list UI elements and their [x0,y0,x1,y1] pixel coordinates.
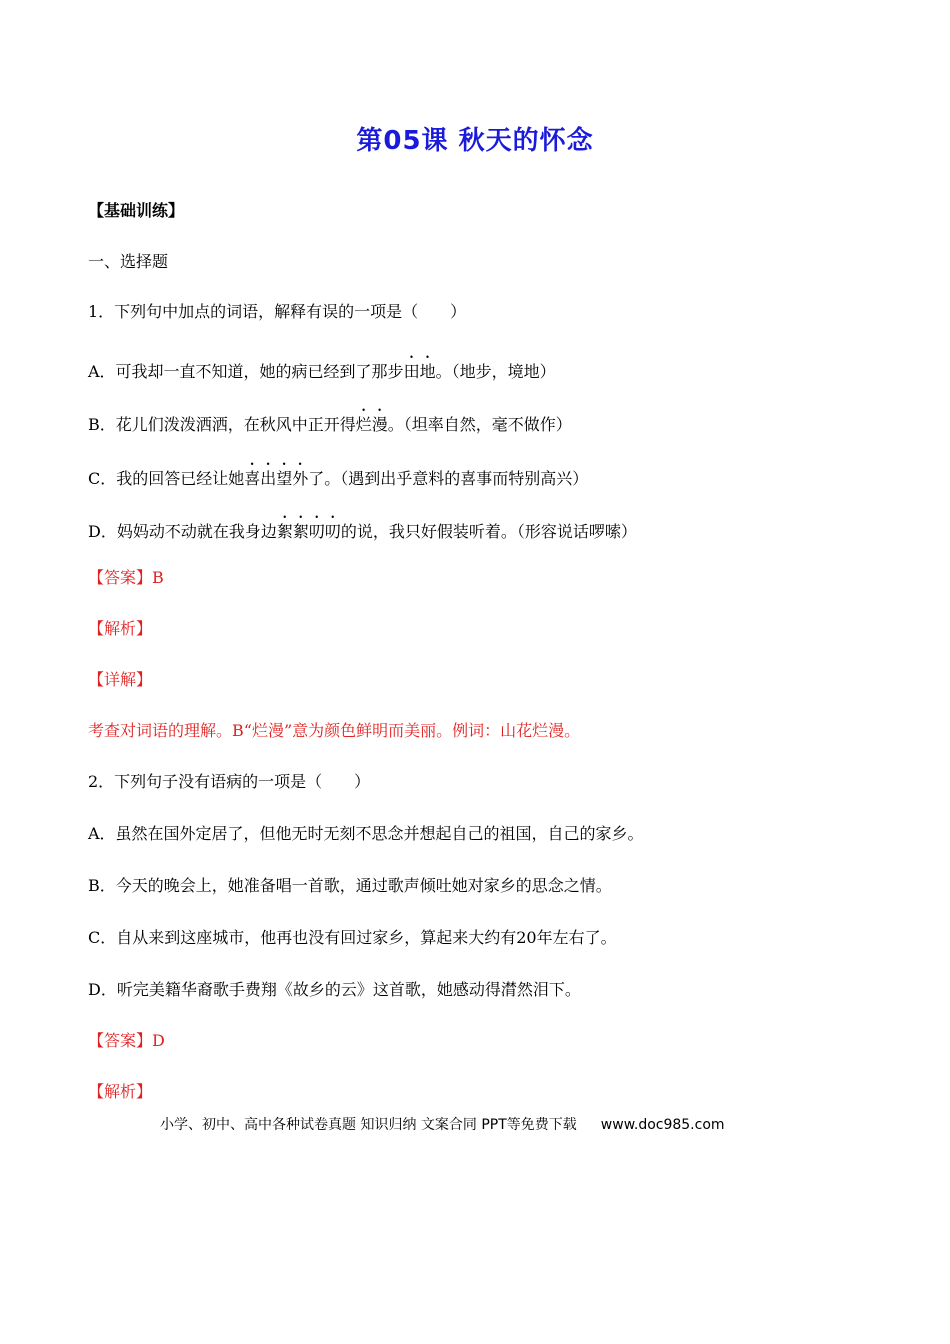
q1-option-a: A．可我却一直不知道，她的病已经到了那步田地。（地步，境地） [88,362,556,381]
q2-option-b: B．今天的晚会上，她准备唱一首歌，通过歌声倾吐她对家乡的思念之情。 [88,876,612,895]
footer-site-link[interactable]: www.doc985.com [600,1117,725,1133]
q1-option-c: C．我的回答已经让她喜出望外了。（遇到出乎意料的喜事而特别高兴） [88,469,589,488]
q1-b-dotted-word: 烂漫 [355,415,388,434]
q2-option-a: A．虽然在国外定居了，但他无时无刻不思念并想起自己的祖国，自己的家乡。 [88,824,644,843]
q1-a-dotted-word: 田地 [403,362,436,381]
q1-stem: 1．下列句中加点的词语，解释有误的一项是（ ） [88,302,467,321]
q2-option-d: D．听完美籍华裔歌手费翔《故乡的云》这首歌，她感动得潸然泪下。 [88,980,581,999]
q1-answer: 【答案】B [88,568,164,587]
q1-detail-label: 【详解】 [88,670,153,689]
q2-option-c: C．自从来到这座城市，他再也没有回过家乡，算起来大约有20年左右了。 [88,928,617,947]
page-footer [160,1114,725,1136]
q1-c-dotted-word: 喜出望外 [244,469,309,488]
q2-stem: 2．下列句子没有语病的一项是（ ） [88,772,371,791]
q1-option-b: B．花儿们泼泼洒洒，在秋风中正开得烂漫。（坦率自然，毫不做作） [88,415,572,434]
q1-option-d: D．妈妈动不动就在我身边絮絮叨叨的说，我只好假装听着。（形容说话啰嗦） [88,522,637,541]
q1-d-dotted-word: 絮絮叨叨 [276,522,341,541]
part-heading: 一、选择题 [88,252,169,271]
q1-explanation: 考查对词语的理解。B“烂漫”意为颜色鲜明而美丽。例词：山花烂漫。 [88,721,581,740]
footer-text: 小学、初中、高中各种试卷真题 知识归纳 文案合同 PPT等免费下载 [160,1117,577,1133]
q2-answer: 【答案】D [88,1031,165,1050]
section-heading: 【基础训练】 [88,201,185,220]
q1-analysis-label: 【解析】 [88,619,153,638]
page-title: 第05课 秋天的怀念 [356,126,594,156]
q2-analysis-label: 【解析】 [88,1082,153,1101]
